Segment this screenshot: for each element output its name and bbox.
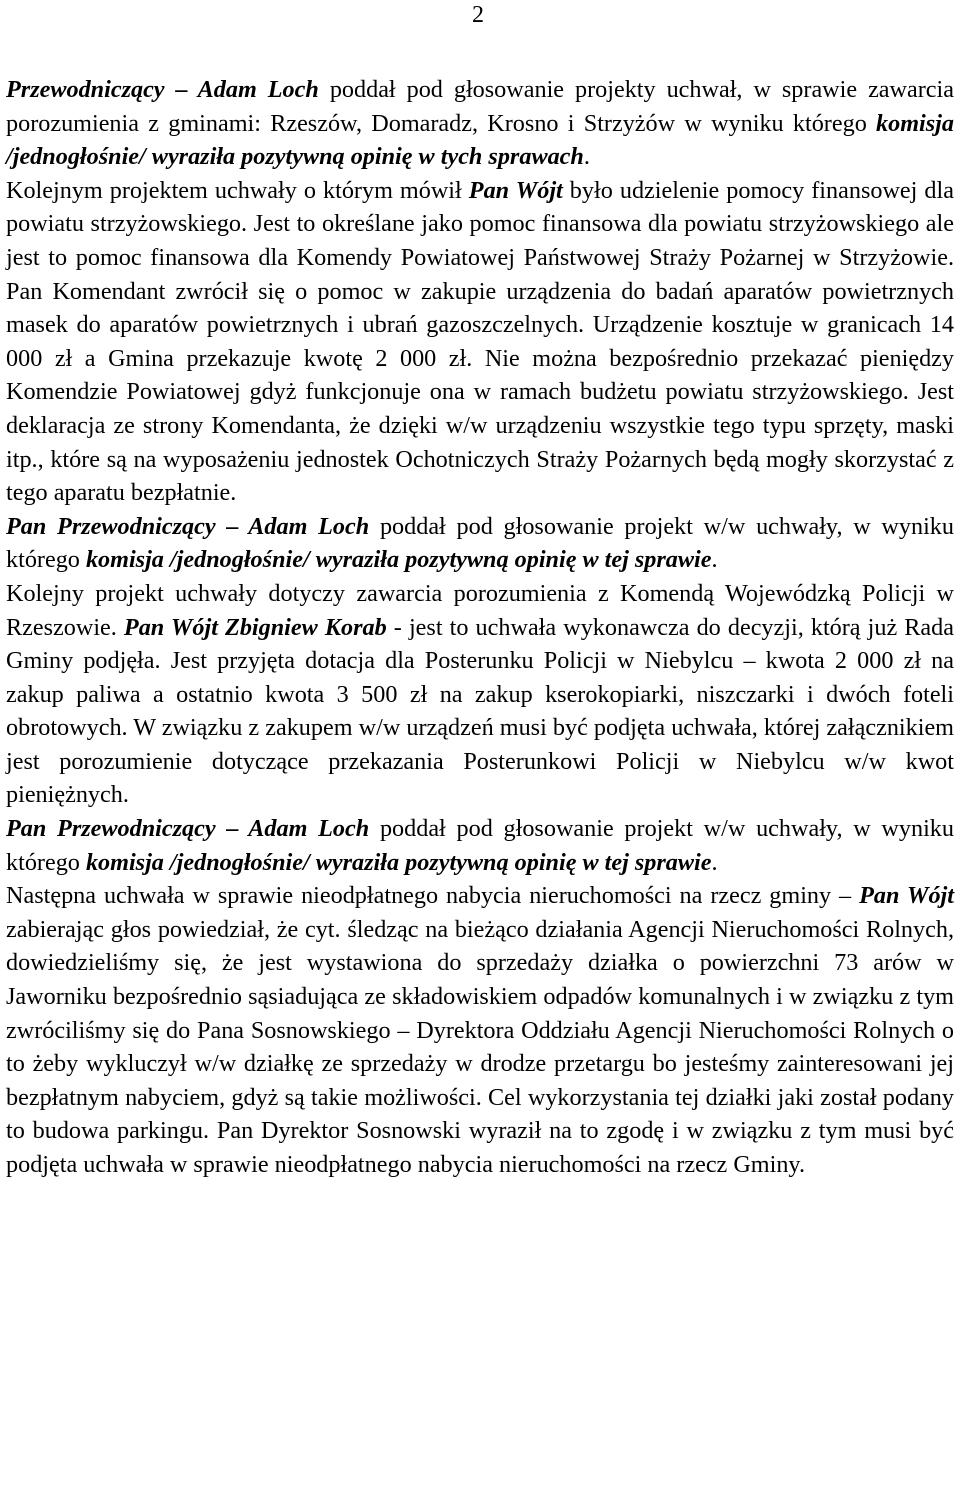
page-number: 2 — [472, 2, 484, 28]
body-text: Następna uchwała w sprawie nieodpłatnego nabycia nieruchomości na rzecz gminy – — [6, 882, 860, 910]
body-text: było udzielenie pomocy finansowej dla powiatu strzyżowskiego. Jest to określane jako pomoc finansowa dla powiatu strzyżowskiego ale jest to pomoc finansowa dla Komendy Powiatowej Państwowej Straży Pożarnej w Strzyżowie. Pan Komendant zwrócił się o pomoc w zakupie urządzenia do badań aparatów powietrznych masek do aparatów powietrznych i ubrań gazoszczelnych. Urządzenie kosztuje w granicach 14 000 zł a Gmina przekazuje kwotę 2 000 zł. Nie można bezpośrednio przekazać pieniędzy Komendzie Powiatowej gdyż funkcjonuje ona w ramach budżetu powiatu strzyżowskiego. Jest deklaracja ze strony Komendanta, że dzięki w/w urządzeniu wszystkie tego typu sprzęty, maski itp., które są na wyposażeniu jednostek Ochotniczych Straży Pożarnych będą mogły skorzystać z tego aparatu bezpłatnie. — [6, 176, 954, 507]
emphasized-text: komisja /jednogłośnie/ wyraziła pozytywną opinię w tej sprawie — [85, 848, 712, 876]
emphasized-text: Pan Wójt — [468, 176, 563, 204]
emphasized-text: Pan Wójt — [859, 882, 954, 910]
body-text: . — [711, 848, 718, 876]
body-text: zabierając głos powiedział, że cyt. śledząc na bieżąco działania Agencji Nieruchomości Rolnych, dowiedzieliśmy się, że jest wystawiona do sprzedaży działka o powierzchni 73 arów w Jaworniku bezpośrednio sąsiadująca ze składowiskiem odpadów komunalnych i w związku z tym zwróciliśmy się do Pana Sosnowskiego – Dyrektora Oddziału Agencji Nieruchomości Rolnych o to żeby wykluczył w/w działkę ze sprzedaży w drodze przetargu bo jesteśmy zainteresowani jej bezpłatnym nabyciem, gdyż są takie możliwości. Cel wykorzystania tej działki jaki został podany to budowa parkingu. Pan Dyrektor Sosnowski wyraził na to zgodę i w związku z tym musi być podjęta uchwała w sprawie nieodpłatnego nabycia nieruchomości na rzecz Gminy. — [6, 915, 954, 1178]
paragraph — [6, 812, 954, 879]
emphasized-text: Pan Przewodniczący – Adam Loch — [6, 815, 370, 843]
body-text: poddał pod głosowanie projekt w/w uchwały, w wyniku którego — [6, 815, 954, 876]
body-text: . — [711, 546, 718, 574]
emphasized-text: Pan Wójt Zbigniew Korab — [123, 613, 387, 641]
paragraph — [6, 174, 954, 510]
paragraph — [6, 73, 954, 174]
body-text: . — [583, 143, 590, 171]
paragraph — [6, 510, 954, 577]
body-text: Kolejnym projektem uchwały o którym mówił — [6, 176, 469, 204]
emphasized-text: Pan Przewodniczący – Adam Loch — [6, 512, 370, 540]
paragraph — [6, 879, 954, 1181]
emphasized-text: komisja /jednogłośnie/ wyraziła pozytywną opinię w tych sprawach — [6, 109, 954, 171]
emphasized-text: Przewodniczący – Adam Loch — [6, 76, 319, 103]
emphasized-text: komisja /jednogłośnie/ wyraziła pozytywną opinię w tej sprawie — [85, 546, 712, 574]
paragraph — [6, 577, 954, 812]
body-text: poddał pod głosowanie projekt w/w uchwały, w wyniku którego — [6, 512, 954, 574]
body-text: poddał pod głosowanie projekty uchwał, w sprawie zawarcia porozumienia z gminami: Rzeszów, Domaradz, Krosno i Strzyżów w wyniku którego — [6, 76, 954, 137]
body-text: Kolejny projekt uchwały dotyczy zawarcia porozumienia z Komendą Wojewódzką Policji w Rzeszowie. — [6, 579, 954, 641]
body-text: - jest to uchwała wykonawcza do decyzji, którą już Rada Gminy podjęła. Jest przyjęta dotacja dla Posterunku Policji w Niebylcu – kwota 2 000 zł na zakup paliwa a ostatnio kwota 3 500 zł na zakup kserokopiarki, niszczarki i dwóch foteli obrotowych. W związku z zakupem w/w urządzeń musi być podjęta uchwała, której załącznikiem jest porozumienie dotyczące przekazania Posterunkowi Policji w Niebylcu w/w kwot pieniężnych. — [6, 613, 954, 809]
document-body — [6, 73, 954, 1182]
